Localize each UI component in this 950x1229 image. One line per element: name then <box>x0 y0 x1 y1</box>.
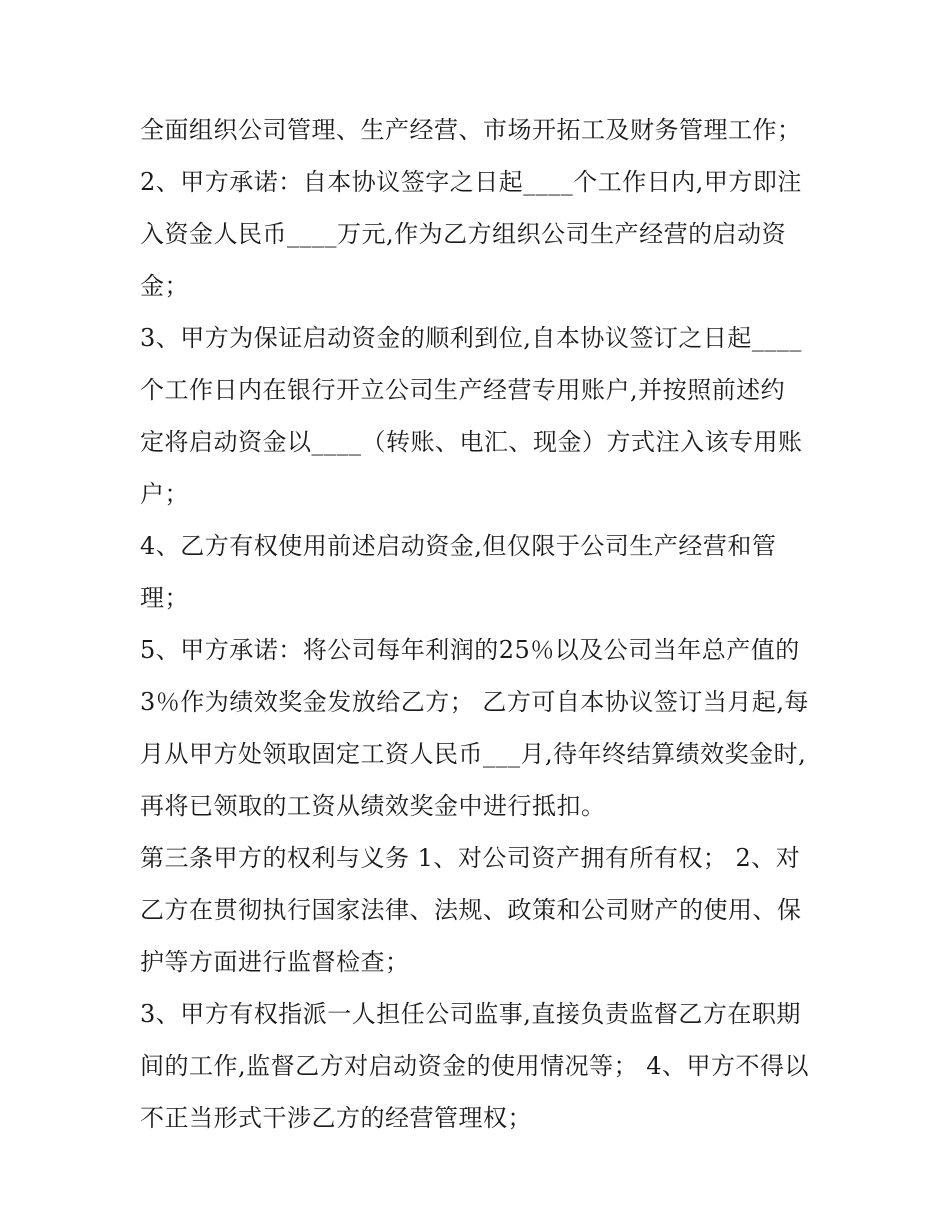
text-line: 再将已领取的工资从绩效奖金中进行抵扣。 <box>140 792 606 820</box>
text-line: 3、甲方为保证启动资金的顺利到位,自本协议签订之日起____ <box>140 324 802 352</box>
text-line: 2、甲方承诺：自本协议签字之日起____个工作日内,甲方即注 <box>140 168 802 196</box>
text-line: 第三条甲方的权利与义务 1、对公司资产拥有所有权； 2、对 <box>140 844 801 872</box>
text-line: 定将启动资金以____（转账、电汇、现金）方式注入该专用账 <box>140 428 803 456</box>
text-line: 月从甲方处领取固定工资人民币___月,待年终结算绩效奖金时, <box>140 740 807 768</box>
text-line: 理； <box>140 584 189 612</box>
text-line: 护等方面进行监督检查； <box>140 948 410 976</box>
text-line: 入资金人民币____万元,作为乙方组织公司生产经营的启动资 <box>140 220 787 248</box>
text-line: 个工作日内在银行开立公司生产经营专用账户,并按照前述约 <box>140 376 786 404</box>
text-line: 4、乙方有权使用前述启动资金,但仅限于公司生产经营和管 <box>140 532 777 560</box>
text-line: 户； <box>140 480 189 508</box>
text-line: 金； <box>140 272 189 300</box>
text-line: 不正当形式干涉乙方的经营管理权； <box>140 1104 532 1132</box>
text-line: 3、甲方有权指派一人担任公司监事,直接负责监督乙方在职期 <box>140 1000 801 1028</box>
text-line: 全面组织公司管理、生产经营、市场开拓工及财务管理工作； <box>140 116 802 144</box>
document-body <box>140 104 840 1144</box>
text-line: 5、甲方承诺：将公司每年利润的25％以及公司当年总产值的 <box>140 636 800 664</box>
text-line: 乙方在贯彻执行国家法律、法规、政策和公司财产的使用、保 <box>140 896 802 924</box>
text-line: 3％作为绩效奖金发放给乙方； 乙方可自本协议签订当月起,每 <box>140 688 810 716</box>
text-line: 间的工作,监督乙方对启动资金的使用情况等； 4、甲方不得以 <box>140 1052 810 1080</box>
